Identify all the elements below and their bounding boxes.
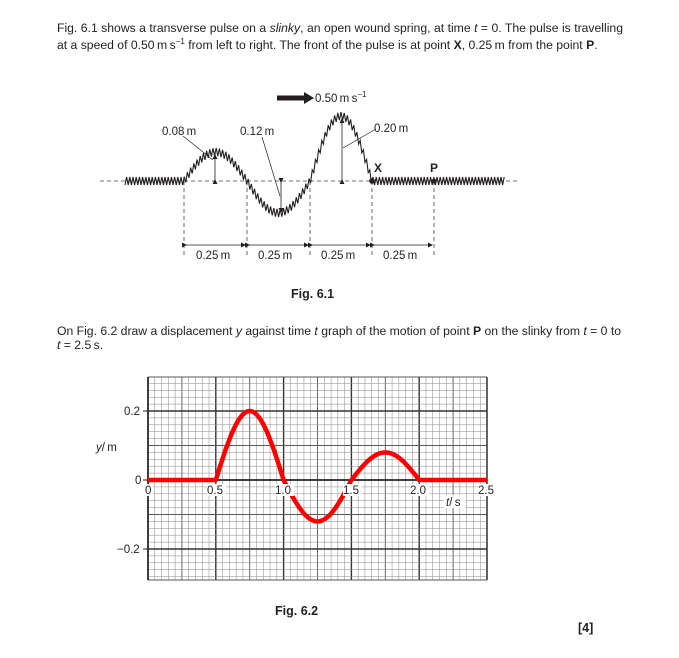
speed-label: 0.50 m $s^{-1}$: [315, 90, 367, 105]
text-bold: P: [472, 324, 482, 338]
point-x-label: X: [374, 161, 383, 175]
x-tick-label-2.0: 2.0: [410, 485, 426, 497]
point-p-label: P: [430, 161, 439, 175]
spacing-label-3: 0.25 m: [321, 250, 356, 262]
x-tick-label-1.5: 1.5: [343, 485, 359, 497]
text-segment: .: [594, 38, 598, 53]
text-segment: on the slinky from: [481, 324, 584, 338]
amplitude-label-008: 0.08 m: [162, 126, 197, 138]
x-tick-label-0: 0: [145, 485, 152, 497]
text-segment: = 0 to: [586, 324, 621, 338]
text-segment: , an open wound spring, at time: [300, 21, 475, 35]
x-tick-label-2.5: 2.5: [478, 485, 494, 497]
text-segment: = 2.5 s.: [60, 338, 104, 352]
text-segment: against time: [241, 324, 315, 338]
y-tick-label-0: 0: [135, 475, 142, 487]
text-segment: graph of the motion of point: [317, 324, 473, 338]
text-segment: On Fig. 6.2 draw a displacement: [57, 324, 236, 338]
text-segment: from left to right. The front of the pulse is at point: [184, 38, 454, 53]
y-axis-label: y/ m: [96, 442, 117, 454]
x-tick-label-0.5: 0.5: [207, 485, 223, 497]
spacing-label-1: 0.25 m: [196, 250, 231, 262]
x-axis-label: t/ s: [446, 497, 461, 509]
spacing-label-2: 0.25 m: [258, 250, 293, 262]
text-bold: P: [586, 38, 595, 53]
text-italic: t: [474, 21, 478, 35]
text-italic: slinky: [269, 21, 301, 35]
text-bold: X: [453, 38, 462, 53]
text-segment: = 0. The pulse is travelling at a speed of 0.50 m s: [57, 21, 623, 53]
figure-6-1-caption: Fig. 6.1: [291, 287, 335, 301]
y-tick-label-neg0.2: −0.2: [117, 544, 140, 556]
y-tick-label-0.2: 0.2: [124, 406, 140, 418]
text-segment: , 0.25 m from the point: [461, 38, 587, 53]
text-italic: t: [57, 338, 61, 352]
text-italic: t: [583, 324, 587, 338]
text-italic: t: [314, 324, 318, 338]
spacing-label-4: 0.25 m: [383, 250, 418, 262]
x-tick-label-1.0: 1.0: [275, 485, 291, 497]
amplitude-label-020: 0.20 m: [374, 123, 409, 135]
text-superscript: −1: [175, 37, 185, 46]
marks-label: [4]: [578, 621, 594, 635]
figure-6-2-caption: Fig. 6.2: [275, 604, 319, 618]
amplitude-label-012: 0.12 m: [240, 126, 275, 138]
text-italic: y: [235, 324, 242, 338]
x-tick-labels: [145, 484, 497, 509]
text-segment: Fig. 6.1 shows a transverse pulse on a: [57, 21, 270, 35]
